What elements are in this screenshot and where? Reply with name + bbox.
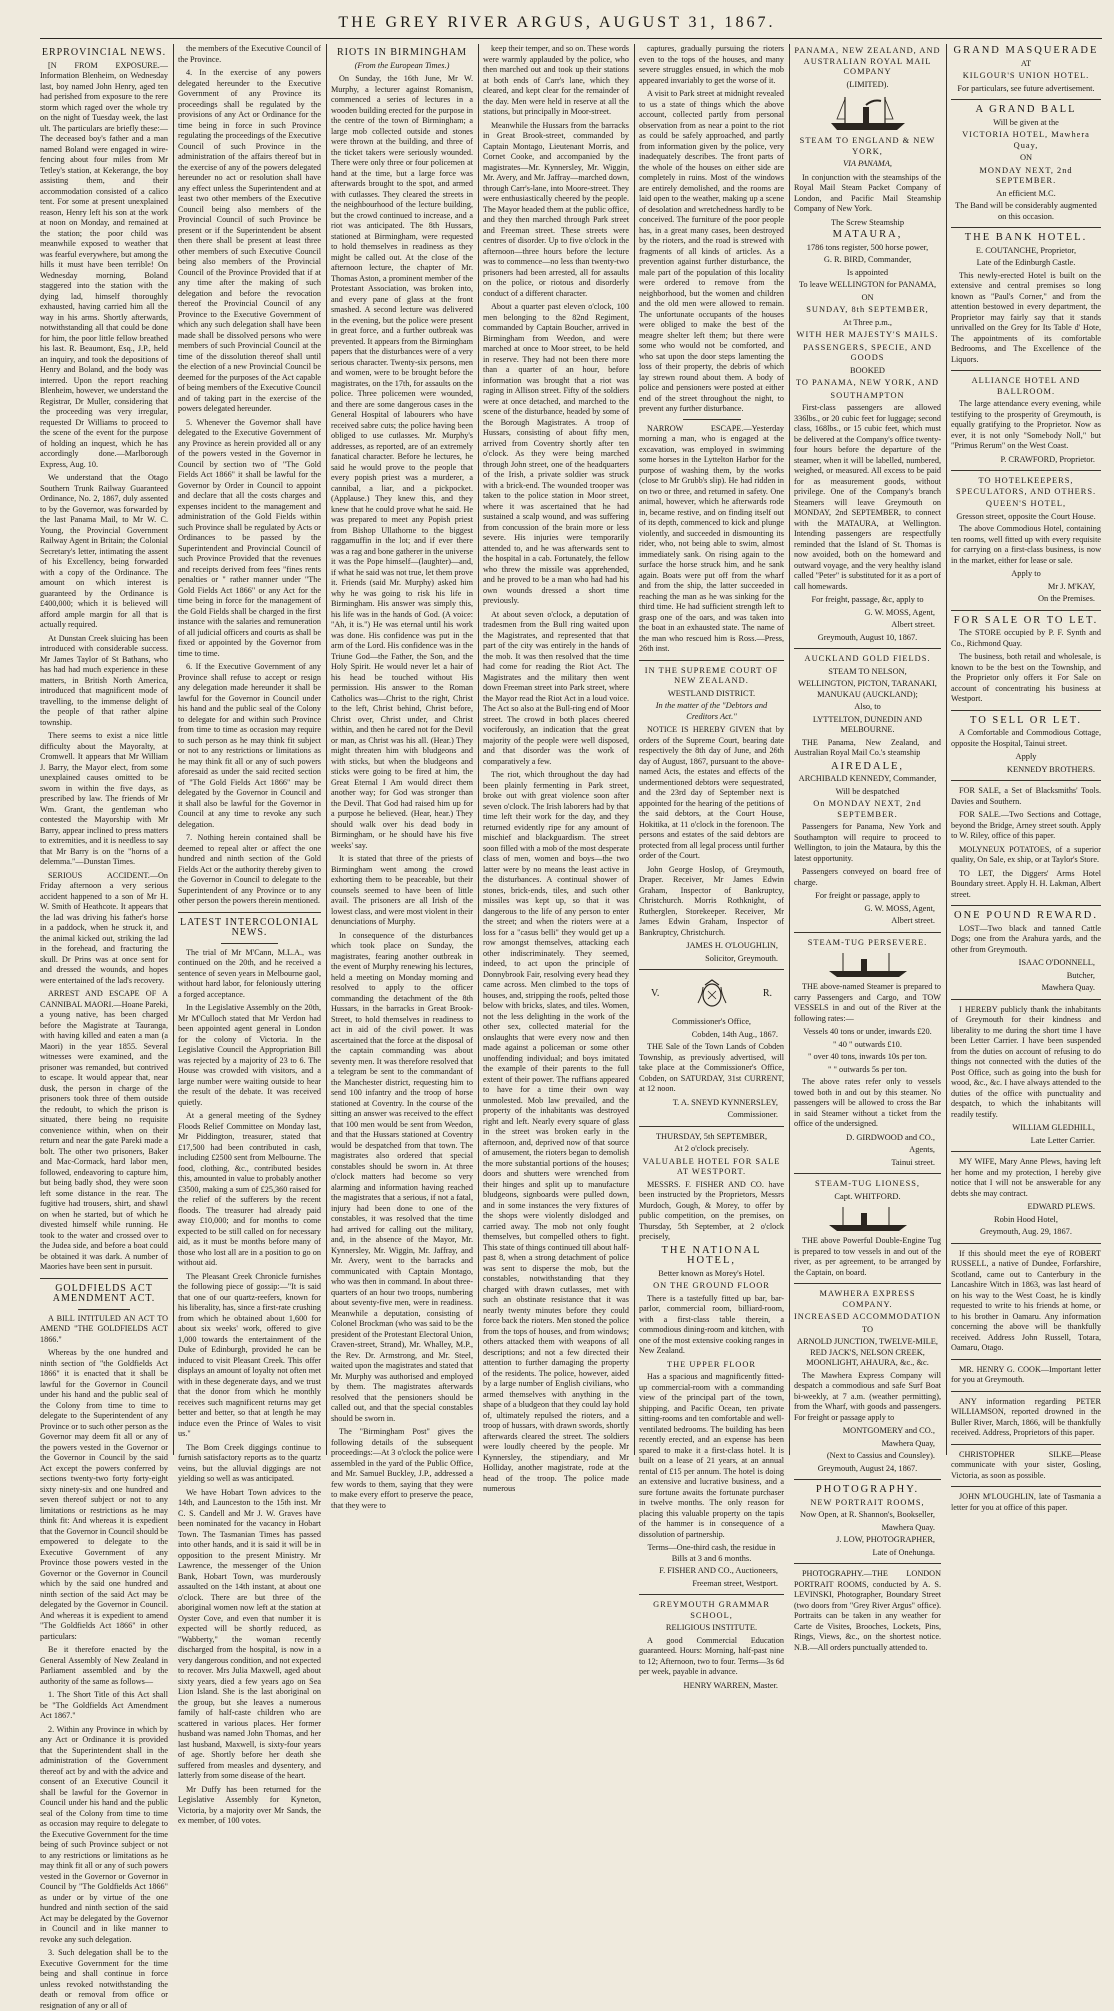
bank-hotel-proprietor: E. COUTANCHE, Proprietor, bbox=[975, 245, 1077, 255]
hotel-auctioneer: F. FISHER AND CO., Auctioneers, bbox=[659, 1566, 778, 1575]
queens-hotel-sign: Mr J. M'KAY, bbox=[1047, 581, 1095, 591]
mawhera-body: The Mawhera Express Company will despatch a commodious and safe Surf Boat bi-weekly, at 7 a.m. (weather permitting), from the Wharf, with goods and passengers. For freight or passage apply to bbox=[794, 1370, 941, 1422]
queens-hotel-premises: On the Premises. bbox=[1038, 594, 1095, 603]
article-paragraph: About a quarter past eleven o'clock, 100 men belonging to the 82nd Regiment, commanded by Captain Boucher, arrived in Birmingham from Weedon, and were marched at once to Moor street, to be held in reserve. They had not been there more than a quarter of an hour, before information was brought that a riot was raging in Allison street. Fifty of the soldiers were at once detached, and marched to the scene of the disturbance, headed by some of the Borough Magistrates. A troop of Hussars, consisting of about fifty men, arrived from Coventry shortly after ten o'clock. As they were being marched through John street, one of the headquarters of the Irish, a private soldier was struck with a brick-end. The wounded trooper was taken to the police station in Moor street, where it was ascertained that he had sustained a scalp wound, and was suffering from concussion of the brain more or less severe. His injuries were temporarily attended to, and he was afterwards sent to the hospital in a cab. Fortunately, the fellow who threw the missile was apprehended, and he proved to be a man who had had his own wounds dressed a short time previously. bbox=[483, 302, 629, 605]
hotel-alias: Better known as Morey's Hotel. bbox=[658, 1268, 765, 1278]
airedale-commander: ARCHIBALD KENNEDY, Commander, bbox=[798, 774, 937, 783]
alliance-sign: P. CRAWFORD, Proprietor. bbox=[1000, 454, 1095, 464]
intercolonial-heading: LATEST INTERCOLONIAL NEWS. bbox=[180, 916, 319, 938]
ship-tonnage: 1786 tons register, 500 horse power, bbox=[806, 242, 929, 252]
column-rule bbox=[478, 44, 479, 1455]
reward-title: ONE POUND REWARD. bbox=[954, 910, 1098, 921]
alliance-title: ALLIANCE HOTEL AND BALLROOM. bbox=[971, 376, 1081, 396]
divider bbox=[951, 1359, 1101, 1360]
school-signature: HENRY WARREN, Master. bbox=[683, 1680, 778, 1690]
article-paragraph: ARREST AND ESCAPE OF A CANNIBAL MAORI.—Hoane Pareki, a young native, has been charged before the Magistrate at Tauranga, with having killed and eaten a man (a Maori) in the year 1855. Several witnesses were examined, and the prisoner was remanded, but contrived to escape. It would appear that, near dusk, the person in charge of the prisoners took three of them outside the redoubt, to which the prison is situated, there being no requisite convenience within, when on their return and near the gate Pareki made a bolt. The other two prisoners, Baker and Mac-Cormack, hard labor men, followed, endeavoring to capture him, but being badly shod, they were soon left some distance in the rear. The fugitive had trousers, shirt, and shawl on when he started, but of which he divested himself while running. He took to the water and crossed over to the Judea side, and before a boat could be obtained it was dark. A number of Maories have been sent in pursuit. bbox=[40, 989, 168, 1271]
screw-steamship-label: The Screw Steamship bbox=[830, 217, 905, 227]
sailing-time: At Three p.m., bbox=[843, 317, 892, 327]
on-label: ON bbox=[861, 292, 874, 302]
court-heading: IN THE SUPREME COURT OF NEW ZEALAND. bbox=[644, 665, 779, 685]
upper-floor-heading: THE UPPER FLOOR bbox=[667, 1359, 756, 1369]
via-panama: VIA PANAMA, bbox=[842, 159, 892, 168]
tugboat-icon bbox=[823, 1205, 913, 1233]
divider bbox=[951, 1243, 1101, 1244]
tow-rate: " 40 " outwards £10. bbox=[833, 1039, 902, 1049]
airedale-despatch: Will be despatched bbox=[835, 786, 900, 796]
article-paragraph: We have Hobart Town advices to the 14th, and Launceston to the 15th inst. Mr C. S. Candell and Mr J. W. Graves have been nominated for the vacancy in Hobart Town. The Tasmanian Times has passed into other hands, and it is said it will be in opposition to the present Ministry. Mr Lawrence, the messenger of the Union Bank, Hobart Town, was murderously assaulted on the 14th instant, at about one o'clock. There are but three of the aboriginal women now left at the station at Oyster Cove, and even that number it is expected will be shortly reduced, as "Wabberty," the woman recently discharged from the hospital, is now in a very dangerous condition, and not expected to recover. Mrs Julia Maxwell, aged about sixty years, died a few years ago on Sea Lion Island. She is the last aboriginal on the group, but she leaves a numerous family of half-caste children who are scattered in various places. Her former husband was named John Thomas, and her last husband, Maxwell, is sixty-four years of age. Shortly before her death she suffered from measles and dysentery, and latterly from some disease of the heart. bbox=[178, 1487, 321, 1780]
ball-date: MONDAY NEXT, 2nd SEPTEMBER. bbox=[979, 165, 1073, 185]
reward-place: Mawhera Quay. bbox=[1041, 983, 1095, 992]
auckland-street: Albert street. bbox=[891, 916, 935, 925]
divider bbox=[639, 1126, 784, 1127]
court-signature: JAMES H. O'LOUGHLIN, bbox=[686, 941, 778, 950]
divider bbox=[794, 932, 941, 933]
column-1 bbox=[40, 44, 168, 2010]
coat-of-arms-icon bbox=[695, 977, 729, 1011]
article-paragraph: At Dunstan Creek sluicing has been introduced with considerable success. Mr James Taylor of St Bathans, who has had had much experience in these matters, in British North America, introduced that magnificent mode of travelling, to the immense delight of the people of that rather alpine township. bbox=[40, 633, 168, 727]
photo-quay: Mawhera Quay. bbox=[881, 1522, 935, 1532]
divider bbox=[951, 227, 1101, 228]
peter-notice: ANY information regarding PETER WILLIAMSON, reported drowned in the Buller River, March, 1866, will be thankfully received. Address, Proprietors of this paper. bbox=[951, 1396, 1101, 1437]
tug-lioness-title: STEAM-TUG LIONESS, bbox=[814, 1179, 920, 1188]
divider bbox=[794, 1563, 941, 1564]
ball-mc: An efficient M.C. bbox=[996, 188, 1056, 198]
divider bbox=[639, 969, 784, 970]
divider bbox=[951, 710, 1101, 711]
upper-floor-body: Has a spacious and magnificently fitted-up commercial-room with a commanding view of the principal part of the town, shipping, and Pacific Ocean, ten private sitting-rooms and ten comfortable and well-ventilated bedrooms. The building has been recently erected, and an expense has been spared to make it a first-class hotel. It is built on a lease of 21 years, at an annual rental of £15 per annum. The hotel is doing an extensive and lucrative business, and a sure fortune awaits the fortunate purchaser in twelve months. The only reason for placing this valuable property on the tapis of the hammer is in consequence of a dissolution of partnership. bbox=[639, 1372, 784, 1539]
bank-hotel-body: This newly-erected Hotel is built on the extensive and central premises so long known as "Paul's Corner," and from the attention bestowed in every department, the Proprietor may fairly say that it stands unrivalled on the Grey for Its Table d' Hote, The appointments of its comfortable Bedrooms, and The Excellence of the Liquors. bbox=[951, 270, 1101, 364]
mawhera-to: TO bbox=[861, 1324, 873, 1334]
bill-paragraph: the members of the Executive Council of the Province. bbox=[178, 44, 321, 64]
hotel-sale-title: VALUABLE HOTEL FOR SALE AT WESTPORT. bbox=[642, 1156, 781, 1176]
booked-label: BOOKED bbox=[850, 365, 885, 375]
photography-title: PHOTOGRAPHY. bbox=[815, 1484, 920, 1495]
panama-body: First-class passengers are allowed 336lbs., or 20 cubic feet for luggage; second class, 168lbs., or 15 cubic feet, which must be delivered at the Company's office twenty-four hours before the departure of the steamer, when it will be labelled, numbered, weighed, or measured. All excess to be paid for as measurement goods, without privilege. One of the Company's branch Steamers will leave Greymouth on MONDAY, 2nd SEPTEMBER, to connect with the MATAURA, at Wellington. Intending passengers are respectfully reminded that the Island of St. Thomas is now avoided, both on the homeward and outward voyage, and the very healthy island called "Peter" is substituted for it as a port of call homewards. bbox=[794, 403, 941, 591]
masthead-rule bbox=[40, 38, 1102, 39]
ship-name-airedale: AIREDALE, bbox=[830, 760, 905, 772]
divider bbox=[951, 905, 1101, 906]
silke-notice: CHRISTOPHER SILKE—Please communicate with your sister, Gosling, Victoria, as soon as possible. bbox=[951, 1449, 1101, 1480]
school-subtitle: RELIGIOUS INSTITUTE. bbox=[665, 1623, 758, 1632]
tug-persevere-place: Tainui street. bbox=[891, 1157, 935, 1167]
mawhera-dated: Greymouth, August 24, 1867. bbox=[817, 1463, 918, 1473]
thanks-body: I HEREBY publicly thank the inhabitants of Greymouth for their kindness and liberality to me during the short time I have been Letter Carrier. I have been suspended from the duties on account of refusing to do things not connected with the duties of the Post Office, such as going into the bush for wood, &c., &c. I have always attended to the duties of the office with punctuality and despatch, to which the inhabitants will readily testify. bbox=[951, 1004, 1101, 1119]
bill-paragraph: 3. Such delegation shall be to the Executive Government for the time being and shall continue in force unless revoked notwithstanding the death or removal from office or resignation of any or all of bbox=[40, 1948, 168, 2010]
auckland-steam: STEAM TO NELSON, bbox=[828, 666, 907, 676]
cook-notice: MR. HENRY G. COOK—Important letter for you at Greymouth. bbox=[951, 1364, 1101, 1384]
ground-floor-heading: ON THE GROUND FLOOR bbox=[653, 1281, 770, 1290]
goldfields-heading: GOLDFIELDS ACT AMENDMENT ACT. bbox=[52, 1282, 156, 1304]
auckland-note: Passengers for Panama, New York and Southampton will require to proceed to Wellington, to join the Mataura, by this the latest opportunity. bbox=[794, 822, 941, 863]
school-title: GREYMOUTH GRAMMAR SCHOOL, bbox=[653, 1600, 770, 1620]
sailing-date: SUNDAY, 8th SEPTEMBER, bbox=[806, 305, 929, 314]
hotelkeepers-title: TO HOTELKEEPERS, SPECULATORS, AND OTHERS. bbox=[955, 476, 1097, 496]
divider bbox=[951, 1486, 1101, 1487]
tug-persevere-title: STEAM-TUG PERSEVERE. bbox=[807, 937, 928, 947]
article-paragraph: The "Birmingham Post" gives the following details of the subsequent proceedings:—At 3 o'clock the police were assembled in the yard of the Public Office, and Mr. Samuel Buckley, J.P., addressed a few words to them, saying that they were to make every effort to preserve the peace, that they were to bbox=[331, 1427, 473, 1510]
divider bbox=[951, 470, 1101, 471]
freight-apply: For freight, passage, &c, apply to bbox=[811, 595, 924, 604]
divider bbox=[40, 1278, 168, 1279]
article-paragraph: At a general meeting of the Sydney Floods Relief Committee on Monday last, Mr Piddington, treasurer, stated that £17,500 had been contributed in cash, including £2500 sent from Melbourne. The food, clothing, &c., contributed besides this, amounted in value to probably another £3500, making a sum of £25,360 raised for the relief of the sufferers by the recent floods. The treasurer had already paid away £10,000; and for months to come expected to be still called on for necessary aid, as it must be months before many of those who lost all are in a position to go on without aid. bbox=[178, 1111, 321, 1267]
passengers-label: PASSENGERS, SPECIE, AND GOODS bbox=[803, 342, 932, 362]
narrow-escape-paragraph: NARROW ESCAPE.—Yesterday morning a man, who is engaged at the excavation, was employed in swimming some horses in the Lyttelton Harbor for the purpose of washing them, by the works (close to Mr Grubb's slip). He had ridden in on two or three, and returned in safety. One animal, however, which he afterwards rode in, became restive, and on finding itself out of its depth, commenced to kick and plunge violently, and succeeded in dismounting its rider, who, not being able to swim, almost immediately sank. On rising again to the surface the horse struck him, and he sank again. Boats were put off from the wharf and from the ship, the latter succeeded in reaching the man as he was sinking for the third time. He had sufficient strength left to grasp one of the oars, and was taken into the boat in an exhausted state. The name of the man who rescued him is Ross.—Press, 26th inst. bbox=[639, 423, 784, 653]
panama-limited: (LIMITED). bbox=[846, 79, 889, 89]
hotel-auctioneer-place: Freeman street, Westport. bbox=[692, 1578, 778, 1588]
mawhera-place: Mawhera Quay, bbox=[881, 1438, 935, 1448]
ball-band: The Band will be considerably augmented on this occasion. bbox=[955, 201, 1097, 221]
sale-notice: THE Sale of the Town Lands of Cobden Township, as previously advertised, will take place at the Commissioner's Office, Cobden, on SATURDAY, 31st CURRENT, at 12 noon. bbox=[639, 1042, 784, 1093]
ball-title: A GRAND BALL bbox=[975, 104, 1077, 115]
queens-hotel-body: The above Commodious Hotel, containing ten rooms, well fitted up with every requisite for carrying on a first-class business, is now in the market, either for lease or sale. bbox=[951, 524, 1101, 565]
agent-name: G. W. MOSS, Agent, bbox=[864, 607, 935, 617]
court-district: WESTLAND DISTRICT. bbox=[667, 688, 756, 698]
divider bbox=[951, 780, 1101, 781]
article-paragraph: We understand that the Otago Southern Trunk Railway Guaranteed Ordinance, No. 2, 1867, duly assented to by the Governor, was forwarded by the last Panama Mail, to Mr W. C. Young, the Provincial Government Railway Agent in Britain; the Colonial Secretary's letter, intimating the assent of his Excellency, being forwarded with a copy of the Ordinance. The amount on which interest is guaranteed by the Ordinance is £400,000; which it is believed will afford ample margin for all that is actually required. bbox=[40, 473, 168, 629]
article-paragraph: captures, gradually pursuing the rioters even to the tops of the houses, and many severe struggles ensued, in which the mob appeared invariably to get the worse of it. bbox=[639, 44, 784, 85]
thanks-sign: WILLIAM GLEDHILL, bbox=[1012, 1123, 1095, 1132]
panama-dated: Greymouth, August 10, 1867. bbox=[817, 632, 918, 642]
masquerade-particulars: For particulars, see future advertisement. bbox=[957, 83, 1095, 93]
alliance-body: The large attendance every evening, while testifying to the prosperity of Greymouth, is equally gratifying to the Proprietor. Now as ever, it is not only "Somebody Noll," but "Primus Rerum" on the West Coast. bbox=[951, 399, 1101, 450]
to-sell-apply: Apply bbox=[1015, 752, 1037, 761]
sale-date: Cobden, 14th Aug., 1867. bbox=[691, 1029, 778, 1039]
article-paragraph: SERIOUS ACCIDENT.—On Friday afternoon a very serious accident happened to a son of Mr H. W. Smith of Heathcote. It appears that the lad was driving his father's horse in a paddock, when he struck it, and the animal kicked out, striking the lad in the forehead, and fracturing the skull. Dr Prins was at once sent for and dressed the wounds, and hopes were entertained of the lad's recovery. bbox=[40, 870, 168, 985]
divider bbox=[951, 1444, 1101, 1445]
sale-role: Commissioner. bbox=[727, 1110, 778, 1119]
crest-letter-r: R. bbox=[762, 988, 772, 999]
tug-persevere-role: Agents, bbox=[909, 1145, 935, 1154]
article-paragraph: [N FROM EXPOSURE.—Information Blenheim, on Wednesday last, boy named John Henry, aged ten had perished from exposure to the rere storm which raged over the whole try on the night of Tuesday week, the last ult. The particulars are briefly these:—The deceased boy's father and a man named Boland were engaged in wire-fencing about four miles from Mr Tetley's station, at Kekerange, the boy assisting them, and their accommodation consisted of a calico tent. For some at present unexplained reason, Henry left his son at the work at noon on Monday, and remained at the station; the poor child was meanwhile exposed to weather that was fearful everywhere, but among the hills it must have been terrible! On Wednesday morning, Boland staggered into the station with the dying lad, himself thoroughly exhausted, having carried him all the way in his arms. Shortly afterwards, notwithstanding all that could be done for him, the poor little fellow breathed his last. R. Beaumont, Esq., J.P., held an inquiry, and took the depositions of Henry and Boland, and the body was interred. Upon the report reaching Blenheim, however, we understand the Registrar, Dr Muller, considering that the proceeding was very irregular, requested Dr Williams to proceed to the scene of the event for the purpose of holding an inquest, which he has accordingly done.—Marlborough Express, Aug. 10. bbox=[40, 60, 168, 469]
mawhera-title: MAWHERA EXPRESS COMPANY. bbox=[819, 1289, 916, 1309]
court-matter: In the matter of the "Debtors and Creditors Act." bbox=[655, 701, 768, 721]
for-sale-body: The STORE occupied by P. F. Synth and Co., Richmond Quay. bbox=[951, 628, 1101, 648]
bank-hotel-title: THE BANK HOTEL. bbox=[964, 232, 1088, 243]
column-rule bbox=[173, 44, 174, 1455]
divider bbox=[221, 943, 278, 944]
divider bbox=[794, 1173, 941, 1174]
column-6 bbox=[794, 44, 942, 1652]
column-4 bbox=[483, 44, 629, 1493]
tug-persevere-agent: D. GIRDWOOD and CO., bbox=[846, 1132, 935, 1142]
queens-hotel: QUEEN'S HOTEL, bbox=[985, 499, 1067, 508]
bill-paragraph: 5. Whenever the Governor shall have delegated to the Executive Government of any Province as herein provided all or any of the powers vested in the Governor in Council by section two of "The Gold Fields Act 1866" it shall be lawful for the Governor by Order in Council to appoint and declare that all the costs charges and expenses incident to the management and administration of the Gold Fields within such Province shall be regulated by Acts or Ordinances to be passed by the Superintendent and Provincial Council of such Province Provided that the revenues and receipts derived from fees "fines rents penalties or " rather manner under "The Gold Fields Act 1866" or any Act for the time being in force for the management of the Gold Fields shall be charged in the first instance with the salaries and remuneration of all judicial officers and courts as shall be fixed or appointed by the Governor from time to time. bbox=[178, 417, 321, 658]
court-notice: NOTICE IS HEREBY GIVEN that by orders of the Supreme Court, bearing date respectively the 8th day of June, and 26th day of August, 1867, pursuant to the above-named Acts, the estates and effects of the undermentioned debtors were sequestrated, and the 23rd day of September next is appointed for the hearing of the petitions of the said debtors, at the Court House, Hokitika, at 11 o'clock in the forenoon. The persons and estates of the said debtors are protected from all legal process until further order of the Court. bbox=[639, 725, 784, 860]
for-sale-title: FOR SALE OR TO LET. bbox=[953, 614, 1099, 626]
divider bbox=[951, 370, 1101, 371]
mawhera-agent: MONTGOMERY and CO., bbox=[842, 1426, 935, 1435]
bill-paragraph: 4. In the exercise of any powers delegated hereunder to the Executive Government of any Province its proceedings shall be regulated by the provisions of any Act or Ordinance for the time being in force in such Province regulating the proceedings of the Executive Council of such Province in the administration of the affairs thereof but in the exercise of any of the powers delegated hereunder no act or resolution shall have any effect unless the Superintendent and at least two other members of the Executive Council being also members of the Provincial Council of such Province be present or if the Superintendent be absent then there shall be present at least three other members of such Executive Council being also members of the Provincial Council of the Province Provided that if at any time after the making of such delegation and before the revocation thereof the Provincial Council of any Province to the Executive Government of which any such delegation shall have been made shall be dissolved persons who were members of such Provincial Council at the time of the dissolution thereof shall until the election of a new Provincial Council be deemed for the purposes of the Act capable of being members of the Executive Council and of taking part in the exercise of the powers delegated hereunder. bbox=[178, 68, 321, 413]
column-2 bbox=[178, 44, 321, 1825]
tow-rate: " " outwards 5s per ton. bbox=[828, 1064, 907, 1074]
bill-paragraph: 1. The Short Title of this Act shall be "The Goldfields Act Amendment Act 1867." bbox=[40, 1690, 168, 1720]
divider bbox=[951, 999, 1101, 1000]
bank-hotel-late: Late of the Edinburgh Castle. bbox=[976, 258, 1076, 267]
column-5 bbox=[639, 44, 784, 1690]
article-paragraph: Meanwhile the Hussars from the barracks in Great Brook-street, commanded by Captain Montago, Lieutenant Morris, and Cornet Cooke, and accompanied by the magistrates—Mr. Kynnersley, Mr. Wiggin, Mr. Avery, and Mr. Jaffray—marched down, through Carr's-lane, into Moore-street. They were enthusiastically cheered by the people. The Mayor headed them at the public office, and they then marched through Park street and Freeman street. These streets were centres of disorder. Up to five o'clock in the afternoon—three hours before the lecture was to commence—no less than twenty-two prisoners had been arrested, all for assaults on the police, or riotous and disorderly conduct of a different character. bbox=[483, 120, 629, 298]
hotel-sale-day: THURSDAY, 5th SEPTEMBER, bbox=[655, 1131, 768, 1141]
london-portrait-rooms: PHOTOGRAPHY.—THE LONDON PORTRAIT ROOMS, conducted by A. S. LEVINSKI, Photographer, Boundary Street (two doors from "Grey River Argus" office). Portraits can be taken in any weather for Carte de Visites, Brooches, Lockets, Pins, Rings, Views, &c., on the shortest notice. N.B.—All orders punctually attended to. bbox=[794, 1569, 941, 1652]
small-ad: TO LET, the Diggers' Arms Hotel Boundary street. Apply H. H. Lakman, Albert street. bbox=[951, 868, 1101, 899]
royal-crest bbox=[639, 975, 784, 1015]
ground-floor-body: There is a tastefully fitted up bar, bar-parlor, commercial room, billiard-room, with a first-class table therein, a commodious dining-room and kitchen, with one of the most extensive cooking ranges in New Zealand. bbox=[639, 1293, 784, 1355]
ball-on: ON bbox=[1019, 153, 1033, 162]
divider bbox=[794, 1283, 941, 1284]
to-sell-body: A Comfortable and Commodious Cottage, opposite the Hospital, Tainui street. bbox=[951, 728, 1101, 748]
divider bbox=[639, 1594, 784, 1595]
destinations: TO PANAMA, NEW YORK, AND bbox=[795, 378, 940, 387]
auckland-ports: WELLINGTON, PICTON, TARANAKI, MANUKAU (AUCKLAND); bbox=[798, 679, 937, 699]
masquerade-title: GRAND MASQUERADE bbox=[953, 45, 1099, 56]
article-paragraph: The Pleasant Creek Chronicle furnishes the following piece of gossip:—"It is said that one of our quartz-reefers, known for his liberality, has, since a first-rate crushing from which he obtained about 1,600 for about six weeks' work, offered to give 1,000 towards the entertainment of the Duke of Edinburgh, provided he can be induced to visit Pleasant Creek. This offer displays an amount of loyalty not often met with in these degenerate days, and we trust that the donor from which he monthly receives such magnificent returns may get better and better, so that at length he may induce even the Prince of Wales to visit us." bbox=[178, 1271, 321, 1438]
column-rule bbox=[634, 44, 635, 1455]
steam-to-england: STEAM TO ENGLAND & NEW YORK, bbox=[799, 136, 936, 156]
article-paragraph: It is stated that three of the priests of Birmingham went among the crowd exhorting them to be peaceable, but their counsels seemed to have been of little avail. The prisoners are all Irish of the lowest class, and were most violent in their denunciations of Murphy. bbox=[331, 854, 473, 926]
divider bbox=[794, 1479, 941, 1480]
auckland-conveyed: Passengers conveyed on board free of charge. bbox=[794, 867, 941, 887]
russell-notice: If this should meet the eye of ROBERT RUSSELL, a native of Dundee, Forfarshire, Scotland, came out to Canterbury in the Lancashire Witch in 1863, was last heard of on his way to the West Coast, he is kindly requested to write to his friends at home, or to his brother in Oamaru. Any information concerning the above will be thankfully received. Address John Russell, Totara, Oamaru, Otago. bbox=[951, 1248, 1101, 1352]
airedale-date: On MONDAY NEXT, 2nd SEPTEMBER. bbox=[813, 799, 922, 819]
article-paragraph: A visit to Park street at midnight revealed to us a state of things which the above account, collected partly from personal observation from as near a point to the riot as could be safely approached, and partly from information given by the police, very inadequately describes. The front parts of the whole of the houses on either side are completely in ruins. Most of the windows are entirely demolished, and the rooms are laid open to the weather, making up a scene of desolation and wretchedness hardly to be conceived. The furniture of the poor people has, in a great many cases, been destroyed by the rioters, and the road is strewed with fragments of all kinds of articles. As a prevention against further disturbance, the male part of the population of this locality were ordered to remove from the neighborhood, but the women and children and the old men were allowed to remain. The unfortunate occupants of the houses were obliged to make the best of the meagre shelter left them; but there were some who would not be comforted, and who sat upon the door steps lamenting the loss of their property, the debris of which lay strewn round about them. A body of police and pensioners were posted at either end of the street throughout the night, to prevent any further disturbance. bbox=[639, 89, 784, 413]
auckland-ports-2: LYTTELTON, DUNEDIN AND MELBOURNE. bbox=[812, 714, 923, 734]
wife-date: Greymouth, Aug. 29, 1867. bbox=[980, 1227, 1072, 1236]
article-paragraph: In the Legislative Assembly on the 20th, Mr M'Culloch stated that Mr Verdon had been appointed agent general in London for the colony of Victoria. In the Legislative Council the Appropriation Bill was rejected by a majority of 23 to 6. The House was crowded with visitors, and a large number were waiting outside to hear the result of the debate. It was received quietly. bbox=[178, 1003, 321, 1107]
column-7 bbox=[951, 44, 1101, 1512]
photo-open: Now Open, at R. Shannon's, Bookseller, bbox=[800, 1510, 935, 1519]
queens-hotel-address: Gresson street, opposite the Court House. bbox=[956, 511, 1096, 521]
reward-role: Butcher, bbox=[1066, 970, 1095, 980]
hotel-terms: Terms—One-third cash, the residue in Bills at 3 and 6 months. bbox=[647, 1543, 776, 1563]
sale-office: Commissioner's Office, bbox=[671, 1017, 752, 1026]
auckland-also: Also, to bbox=[854, 702, 881, 711]
mawhera-route: ARNOLD JUNCTION, TWELVE-MILE, RED JACK'S, NELSON CREEK, MOONLIGHT, AHAURA, &c., &c. bbox=[797, 1337, 938, 1367]
mloughlin-notice: JOHN M'LOUGHLIN, late of Tasmania a letter for you at office of this paper. bbox=[951, 1492, 1101, 1512]
sale-signature: T. A. SNEYD KYNNERSLEY, bbox=[672, 1097, 778, 1107]
to-sell-title: TO SELL OR LET. bbox=[969, 714, 1083, 726]
panama-title: PANAMA, NEW ZEALAND, AND AUSTRALIAN ROYAL MAIL COMPANY bbox=[794, 46, 941, 76]
court-debtors: John George Hoslop, of Greymouth, Draper. Receiver, Mr James Edwin Graham, Inspector of Bankruptcy, Christchurch. Morris Rothknight, of Rutherglen, Storekeeper. Receiver, Mr James Edwin Graham, Inspector of Bankruptcy, Christchurch. bbox=[639, 864, 784, 937]
mawhera-subtitle: INCREASED ACCOMMODATION bbox=[794, 1312, 942, 1321]
riots-heading: RIOTS IN BIRMINGHAM bbox=[336, 47, 468, 58]
court-signature-role: Solicitor, Greymouth. bbox=[705, 953, 778, 963]
tug-persevere-body: THE above-named Steamer is prepared to carry Passengers and Cargo, and TOW VESSELS in and out of the River at the following rates:— bbox=[794, 982, 941, 1023]
auckland-body: THE Panama, New Zealand, and Australian Royal Mail Co.'s steamship bbox=[794, 737, 941, 757]
divider bbox=[639, 660, 784, 661]
divider bbox=[951, 610, 1101, 611]
article-paragraph: At about seven o'clock, a deputation of tradesmen from the Bull ring waited upon the Magistrates, and represented that that part of the city was entirely in the hands of the mob. It was then resolved that the time had come for reading the Riot Act. The Magistrates and the military then went down Freeman street into Park street, where the Mayor read the Riot Act in a loud voice. The Act so also at the Bull-ring end of Moor street. The crowd in both places cheered vociferously, an indication that the great majority of the people were well disposed, and that disorder was the work of comparatively a few. bbox=[483, 609, 629, 766]
bill-title: A BILL INTITULED AN ACT TO AMEND "THE GOLDFIELDS ACT 1866." bbox=[40, 1313, 168, 1344]
wife-sign: EDWARD PLEWS. bbox=[1027, 1202, 1095, 1211]
column-3 bbox=[331, 44, 473, 1510]
hotel-sale-time: At 2 o'clock precisely. bbox=[674, 1144, 749, 1153]
divider bbox=[78, 1309, 129, 1310]
ball-venue: VICTORIA HOTEL, Mawhera Quay, bbox=[962, 130, 1090, 150]
masquerade-at: AT bbox=[1020, 58, 1032, 68]
reward-body: LOST—Two black and tanned Cattle Dogs; one from the Arahura yards, and the other from Greymouth. bbox=[951, 923, 1101, 954]
tow-rate: " over 40 tons, inwards 10s per ton. bbox=[807, 1052, 928, 1061]
auckland-freight: For freight or passage, apply to bbox=[815, 891, 920, 900]
agent-street: Albert street. bbox=[891, 620, 935, 629]
tug-lioness-captain: Capt. WHITFORD. bbox=[834, 1191, 901, 1201]
ball-given: Will be given at the bbox=[993, 117, 1059, 127]
small-ad: FOR SALE.—Two Sections and Cottage, beyond the Bridge, Arney street south. Apply to W. Riley, office of this paper. bbox=[951, 810, 1101, 840]
ship-commander: G. R. BIRD, Commander, bbox=[823, 255, 912, 264]
bill-paragraph: 6. If the Executive Government of any Province shall refuse to accept or resign any delegation made hereunder it shall be lawful for the Governor in Council under his hand and the public seal of the Colony to delegate for and within such Province from time to time as occasion may require to such person as he may think fit subject or not to any restrictions or limitations as he may think fit all or any of such powers aforesaid as under the said recited section of "The Gold Fields Act 1866" may be delegated by the Governor in Council and it shall also be lawful for the Governor in Council at any time to revoke any such delegation. bbox=[178, 662, 321, 829]
divider bbox=[683, 419, 741, 420]
small-ad: FOR SALE, a Set of Blacksmiths' Tools. Davies and Southern. bbox=[951, 786, 1101, 806]
bill-paragraph: Be it therefore enacted by the General Assembly of New Zealand in Parliament assembled and by the authority of the same as follows— bbox=[40, 1645, 168, 1686]
crest-letter-v: V. bbox=[651, 988, 660, 999]
mails-label: WITH HER MAJESTY'S MAILS. bbox=[796, 330, 939, 339]
masthead: THE GREY RIVER ARGUS, AUGUST 31, 1867. bbox=[338, 14, 776, 31]
divider bbox=[951, 1151, 1101, 1152]
hotel-name: THE NATIONAL HOTEL, bbox=[661, 1244, 762, 1266]
auckland-agent: G. W. MOSS, Agent, bbox=[864, 903, 935, 913]
article-paragraph: On Sunday, the 16th June, Mr W. Murphy, a lecturer against Romanism, commenced a series of lectures in a wooden building erected for the purpose in the centre of the town of Birmingham; a large mob collected outside and stones were thrown at the building, and three of the ticket takers were seriously wounded. There were only three or four policemen at hand at the time, but a large force was afterwards brought to the spot, and armed with cutlasses. They cleared the streets in the neighbourhood of the lecture building, but the crowd continued to increase, and a riot was anticipated. The 8th Hussars, stationed at Birmingham, were requested to hold themselves in readiness as they might be called out. At the close of the afternoon lecture, the chapter of Mr. Thomas Aston, a prominent member of the Protestant Association, was broken into, and every pane of glass at the front smashed. A second lecture was delivered in the evening, but the police were present in great force, and a further outbreak was prevented. It appears from the Birmingham papers that the disturbances were of a very serious character. Twenty-six persons, men and women, were to be brought before the magistrates, on the 17th, for assaults on the police. Three policemen were wounded, and there are some dangerous cases in the General Hospital of labourers who have received sabre cuts; the police having been obliged to use cutlasses. Mr. Murphy's addresses, as reported, are of an extremely fanatical character. Before he lectures, he said he would prove to the people that every popish priest was a murderer, a cannibal, a liar, and a pickpocket. (Applause.) They knew this, and they knew that he could prove what he said. He was prepared to meet any Popish priest from Bishop Ullathorne to the biggest raggamuffin in the lot; and if ever there was a rag and bone gatherer in the universe it was the Pope himself—(laughter)—and, if what he said was not true, let them prove it. Friends (said Mr. Murphy) asked him why he was going to risk his life in Birmingham. His answer was simply this, his life was in the hands of God. (A voice: "Ah, it is.") He was eternal until his work was done. His confidence was put in the arm of the Lord. His confidence was in the Triune God—the Father, the Son, and the Holy Spirit. He would never let a hair of his head be touched without His permission. His answer to the Roman Catholics was—Christ to the right, Christ to the left, Christ behind, Christ before, Christ over, Christ under, and Christ within, and then he cared not for the Devil or man, as Christ was his all. (Hear.) They might threaten him with bludgeons and with sticks, but when the bludgeons and sticks were going to be fired at him, the Great Eternal I Am would direct them another way; for God was stronger than the Devil. That God had raised him up for a purpose he believed. (Hear, hear.) They should walk over his dead body in Birmingham, or he should have his five weeks' say. bbox=[331, 74, 473, 850]
tug-lioness-body: THE above Powerful Double-Engine Tug is prepared to tow vessels in and out of the river, as per agreement, to be arranged by the Captain, on board. bbox=[794, 1236, 941, 1277]
article-paragraph: The trial of Mr M'Cann, M.L.A., was continued on the 20th, and he received a sentence of seven years in Melbourne gaol, without hard labor, for feloniously uttering a forged acceptance. bbox=[178, 947, 321, 999]
divider bbox=[951, 99, 1101, 100]
article-paragraph: keep their temper, and so on. These words were warmly applauded by the police, who then marched out and took up their stations at both ends of Carr's lane, which they cleared, and kept clear for the remainder of the day. Men were held in reserve at all the stations, but principally in Moor-street. bbox=[483, 44, 629, 116]
leave-wellington: To leave WELLINGTON for PANAMA, bbox=[798, 280, 937, 289]
small-ad: MOLYNEUX POTATOES, of a superior quality, On Sale, ex ship, or at Taylor's Store. bbox=[951, 844, 1101, 864]
column-rule bbox=[326, 44, 327, 1455]
article-paragraph: In consequence of the disturbances which took place on Sunday, the magistrates, fearing another outbreak in the event of Murphy renewing his lectures, held a meeting on Monday morning and resolved to apply to the officer commanding the detachment of the 8th Hussars, in the barracks in Great Brook-Street, to hold themselves in readiness to act in aid of the civil power. It was ascertained that the force at the disposal of the captain commanding was about seventy men. It was therefore resolved that a telegram be sent to the commandant of the Manchester district, requesting him to send 100 infantry and the troop of horse stationed at Coventry. In the course of the sitting an answer was received to the effect that 100 men would be sent from Weedon, and that the Hussars stationed at Coventry would be despatched from that town. The magistrates also ordered that special constables should be sworn in. At three o'clock matters had become so very alarming and information having reached the magistrates that a serious, if not a fatal, injury had been done to one of the constables, it was resolved that the time had arrived for calling out the military, and, in the absence of the Mayor, Mr. Kynnersley, Mr. Wiggin, Mr. Jaffray, and Mr. Avery, went to the barracks and communicated with Captain Montago, who was then in command. In about three-quarters of an hour two troops, numbering about seventy-five men, were in readiness. Meanwhile a deputation, consisting of Colonel Brockman (who was said to be the president of the Protestant Electoral Union, Craven-street, Strand), Mr. Whalley, M.P., the Rev. Dr. Armstrong, and Mr. Steel, waited upon the magistrates and stated that Mr. Murphy was authorised and employed by them. The magistrates afterwards resolved that the pensioners should be called out, and that the special constables should be sworn in. bbox=[331, 930, 473, 1423]
wife-place: Robin Hood Hotel, bbox=[994, 1214, 1058, 1224]
auckland-title: AUCKLAND GOLD FIELDS. bbox=[804, 654, 931, 663]
column-rule bbox=[789, 44, 790, 1455]
mawhera-near: (Next to Cassius and Counsley). bbox=[826, 1451, 935, 1460]
interprovincial-heading: ERPROVINCIAL NEWS. bbox=[41, 47, 167, 58]
school-body: A good Commercial Education guaranteed. Hours: Morning, half-past nine to 12; Afternoon, two to four. Terms—3s 6d per week, payable in advance. bbox=[639, 1635, 784, 1676]
photo-sign: J. LOW, PHOTOGRAPHER, bbox=[836, 1535, 935, 1544]
tug-persevere-note: The above rates refer only to vessels towed both in and out by this steamer. No passengers will be allowed to cross the Bar in said Steamer without a ticket from the office of the undersigned. bbox=[794, 1077, 941, 1128]
to-sell-sign: KENNEDY BROTHERS. bbox=[1006, 764, 1095, 774]
article-paragraph: The riot, which throughout the day had been plainly fermenting in Park street, broke out with great violence soon after seven o'clock. The Irish laborers had by that time left their work for the day, and they returned evidently ripe for any amount of mischief and blackguardism. The street soon filled with a mob of the most desperate class of men, women and boys—the two latter were by no means the least active in the disturbances. A continual shower of stones, brick-ends, tiles, and such other missiles was kept up, so that it was dangerous to the life of any person to enter the street; and when the rioters were at a loss for a "casus belli" they would get up a row amongst themselves, attacking each other indiscriminately. They seemed, indeed, to act upon the principle of Donnybrook Fair, resolving every head they came across. Men climbed to the tops of houses, and, stripping the roofs, pelted those below with bricks, slates, and tiles. Women, not the less delighting in the work of the other sex, collected material for the onslaughts that were every now and then made against a policeman or some other unoffending individual; and boys imitated the example of their parents to the full extent of their power. The ruffians appeared to have for a time their own way unmolested. Mob law prevailed, and the property of the inhabitants was destroyed right and left. Nearly every square of glass in the street was broken early in the afternoon, and, deprived now of that source of amusement, the rioters began to demolish the more substantial portions of the houses; doors and shutters were wrenched from their hinges and split up to manufacture bludgeons, signboards were pulled down, and in some instances the very fixtures of the shops were violently dislodged and carried away. The mob not only fought themselves, but compelled others to fight. This state of things continued till about half-past 8, when a strong detachment of police was sent to disperse the mob, but the constables, notwithstanding that they charged with drawn cutlasses, met with such an obstinate resistance that it was nearly twenty minutes before they could force back the rioters. Men stoned the police from the tops of houses, and from windows; others attacked them with weapons of all descriptions; and not a few directed their attention to further damaging the property of the residents. The police, however, aided by a large number of English civilians, who armed themselves with anything in the shape of a bludgeon that they could lay hold of, ultimately repulsed the rioters, and a troop of hussars, with drawn swords, shortly afterwards cleared the street. The soldiers were loudly cheered by the people. Mr Kynnersley, the stipendiary, and Mr Holliday, another magistrate, rode at the head of the troop. The police made numerous bbox=[483, 770, 629, 1493]
divider bbox=[178, 912, 321, 913]
column-rule bbox=[946, 44, 947, 1455]
queens-hotel-apply: Apply to bbox=[1011, 569, 1041, 578]
bill-paragraph: 7. Nothing herein contained shall be deemed to repeal alter or affect the one hundred and ninth section of the Gold Fields Act or the authority thereby given to the Governor in Council to delegate to the Superintendent of any Province or to any other person the powers therein mentioned. bbox=[178, 833, 321, 905]
tugboat-icon bbox=[823, 951, 913, 979]
masquerade-place: KILGOUR'S UNION HOTEL. bbox=[962, 71, 1090, 80]
riots-source: (From the European Times.) bbox=[354, 60, 450, 70]
wife-notice: MY WIFE, Mary Anne Plews, having left her home and my protection, I hereby give notice that I will not be answerable for any debts she may contract. bbox=[951, 1157, 1101, 1198]
thanks-role: Late Letter Carrier. bbox=[1030, 1135, 1095, 1145]
divider bbox=[794, 648, 941, 649]
appointed-label: Is appointed bbox=[846, 267, 889, 277]
divider bbox=[951, 1391, 1101, 1392]
steamship-icon bbox=[823, 93, 913, 133]
panama-connection: In conjunction with the steamships of the Royal Mail Steam Packet Company of London, and Pacific Mail Steamship Company of New York. bbox=[794, 172, 941, 213]
for-sale-body-2: The business, both retail and wholesale, is known to be the best on the Township, and the Proprietor only offers it For Sale on account of concentrating his business at Westport. bbox=[951, 652, 1101, 703]
portrait-rooms: NEW PORTRAIT ROOMS, bbox=[810, 1497, 925, 1507]
southampton: SOUTHAMPTON bbox=[830, 390, 905, 400]
bill-paragraph: 2. Within any Province in which by any Act or Ordinance it is provided that the Superintendent shall in the administration of the Government thereof act by and with the advice and consent of an Executive Council it shall be lawful for the Governor in Council under his hand and the public seal of the Colony from time to time as occasion may require to delegate to the Executive Government for the time being of such Province subject or not to any restrictions or limitations as he may think fit all or any of such powers vested in the Governor or Governor in Council by "The Goldfields Act 1866" as under or by virtue of the one hundred and ninth section of the said Act may be delegated by the Governor in Council and in like manner to revoke any such delegation. bbox=[40, 1724, 168, 1944]
photo-late: Late of Onehunga. bbox=[872, 1547, 935, 1557]
article-paragraph: Mr Duffy has been returned for the Legislative Assembly for Kyneton, Victoria, by a majority over Mr Sands, the ex member, of 100 votes. bbox=[178, 1784, 321, 1825]
article-paragraph: The Bom Creek diggings continue to furnish satisfactory reports as to the quartz veins, but the alluvial diggings are not yielding so well as was anticipated. bbox=[178, 1442, 321, 1483]
bill-paragraph: Whereas by the one hundred and ninth section of "the Goldfields Act 1866" it is enacted that it shall be lawful for the Governor in Council under his hand and the public seal of the Colony from time to time to delegate to the Superintendent of any Province or to such other person as the Governor may deem fit all or any of the powers vested in the Governor or the Governor in Council by the said Act except the powers conferred by sections twenty-two forty forty-eight sixty ninety-six and one hundred and seven thereof subject or not to any limitations or restrictions as he may think fit: And whereas it is expedient that the Governor in Council should be empowered to delegate to the Executive Government of any Province those powers vested in the Governor or the Governor in Council which by the said one hundred and ninth section of the said Act may be delegated by the Governor in Council. And whereas it is expedient to amend "The Goldfields Act 1866" in other particulars: bbox=[40, 1348, 168, 1641]
tow-rate: Vessels 40 tons or under, inwards £20. bbox=[803, 1027, 932, 1036]
hotel-sale-body: MESSRS. F. FISHER AND CO. have been instructed by the Proprietors, Messrs Murdoch, Gough, & Morey, to offer by public competition, on the premises, on Thursday, 5th September, at 2 o'clock precisely, bbox=[639, 1179, 784, 1241]
article-paragraph: There seems to exist a nice little difficulty about the Mayoralty, at Cromwell. It appears that Mr William J. Barry, the Mayor elect, from some unexplained causes omitted to be sworn in within the five days, as prescribed by law. The friends of Mr Wm. Grant, the gentleman who contested the Mayorship with Mr Barry, appear inclined to press matters to extremities, and it is needless to say that Mr Barry is on the "horns of a delemma."—Dunstan Times. bbox=[40, 731, 168, 866]
reward-sign: ISAAC O'DONNELL, bbox=[1018, 958, 1095, 967]
ship-name-mataura: MATAURA, bbox=[832, 229, 903, 240]
